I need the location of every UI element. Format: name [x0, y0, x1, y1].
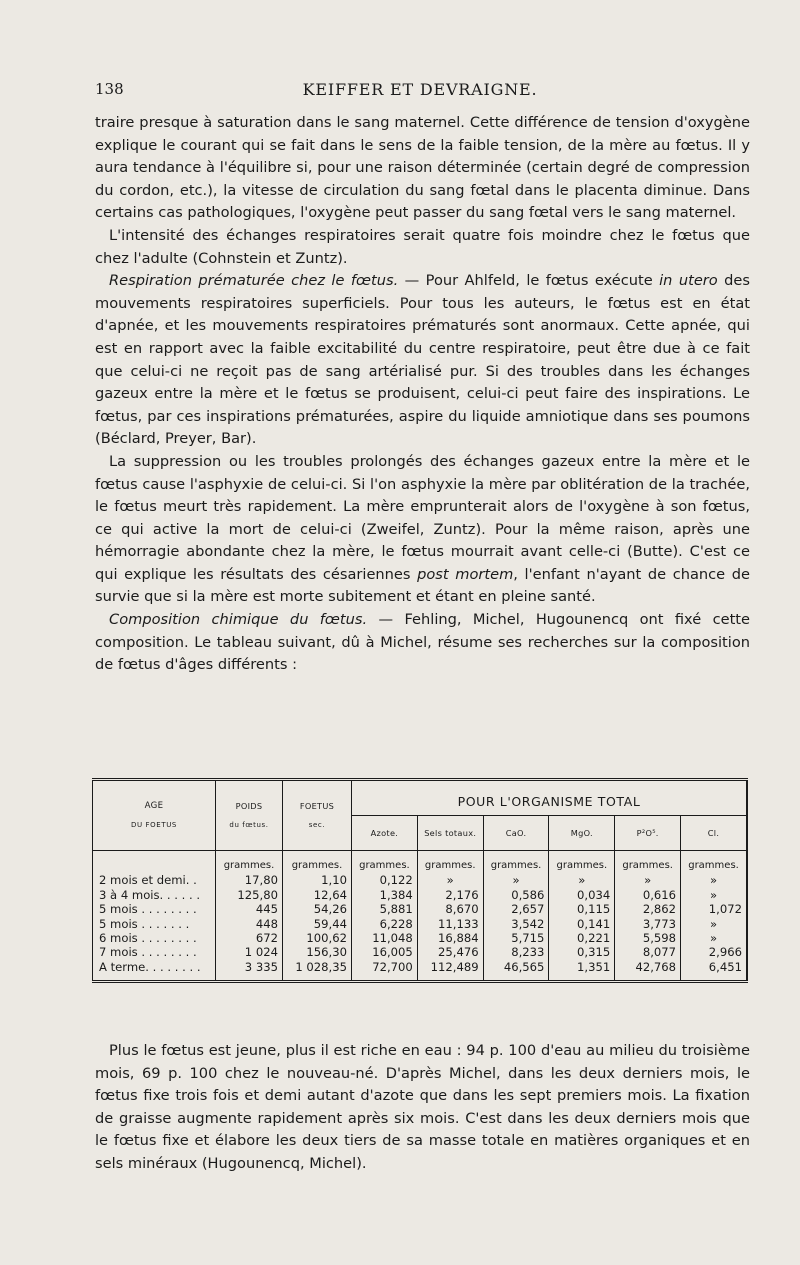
sub-header-azote: Azote. [352, 816, 418, 851]
table-cell: 16,005 [352, 945, 418, 959]
table-cell: 5,598 [615, 931, 681, 945]
unit-cell: grammes. [352, 851, 418, 874]
unit-cell [93, 851, 216, 874]
page-header [95, 80, 745, 104]
row-label: 6 mois . . . . . . . . [93, 931, 216, 945]
table-header-row [93, 780, 748, 816]
col-poids-sub: du fœtus. [229, 820, 269, 829]
table-cell: 0,122 [352, 873, 418, 887]
col-age-sub: DU FOETUS [131, 820, 177, 829]
table-cell: 2,176 [417, 888, 483, 902]
paragraph-1: traire presque à saturation dans le sang maternel. Cette différence de tension d'oxygène explique le courant qui se fait dans le sens de la faible tension, de la mère au fœtus. Il y aura tendance à l'équilibre si, pour une raison déterminée (certain degré de compression du cordon, etc.), la vitesse de circulation du sang fœtal dans le placenta diminue. Dans certains cas pathologiques, l'oxygène peut passer du sang fœtal vers le sang maternel. [95, 114, 750, 222]
unit-cell: grammes. [549, 851, 615, 874]
unit-cell: grammes. [681, 851, 747, 874]
table-cell: 0,141 [549, 917, 615, 931]
table-cell: 17,80 [216, 873, 283, 887]
table-cell: 0,315 [549, 945, 615, 959]
units-row [93, 851, 748, 874]
table-row [93, 917, 748, 931]
row-label: 3 à 4 mois. . . . . . [93, 888, 216, 902]
table-cell: 2,657 [483, 902, 549, 916]
table-cell: 2,966 [681, 945, 747, 959]
table-cell: 6,228 [352, 917, 418, 931]
col-poids-title: POIDS [235, 801, 263, 812]
table-cell: 1,072 [681, 902, 747, 916]
table-cell: 100,62 [283, 931, 352, 945]
table-cell: 448 [216, 917, 283, 931]
body-text-after [95, 1040, 750, 1176]
table-row [93, 888, 748, 902]
paragraph-3 [95, 270, 750, 451]
table-cell: 12,64 [283, 888, 352, 902]
row-label: 2 mois et demi. . [93, 873, 216, 887]
sub-header-p2o5: P²O⁵. [615, 816, 681, 851]
paragraph-4 [95, 451, 750, 609]
table-row [93, 960, 748, 982]
col-age-title: AGE [144, 801, 164, 812]
table-cell: 16,884 [417, 931, 483, 945]
table-cell: » [681, 917, 747, 931]
col-poids-header [216, 780, 283, 851]
sub-header-mgo: MgO. [549, 816, 615, 851]
sub-header-sels: Sels totaux. [417, 816, 483, 851]
paragraph-4-text: La suppression ou les troubles prolongés des échanges gazeux entre la mère et le fœtus cause l'asphyxie de celui-ci. Si l'on asphyxie la mère par oblitération de la trachée, le fœtus meurt très rapidement. La mère emprunterait alors de l'oxygène à son fœtus, ce qui active la mort de celui-ci (Zweifel, Zuntz). Pour la même raison, après une hémorragie abondante chez la mère, le fœtus mourrait avant celle-ci (Butte). C'est ce qui explique les résultats des césariennes [95, 452, 750, 583]
table-cell: » [681, 873, 747, 887]
row-label: 7 mois . . . . . . . . [93, 945, 216, 959]
table-row [93, 945, 748, 959]
table-cell: 1,384 [352, 888, 418, 902]
table-cell: » [417, 873, 483, 887]
table-cell: 1 024 [216, 945, 283, 959]
table-cell: 3 335 [216, 960, 283, 982]
paragraph-5 [95, 609, 750, 677]
col-foetus-title: FOETUS [299, 801, 335, 812]
table-cell: 125,80 [216, 888, 283, 902]
table-cell: 1,351 [549, 960, 615, 982]
sub-header-cao: CaO. [483, 816, 549, 851]
table-cell: 3,542 [483, 917, 549, 931]
table-body [93, 851, 748, 982]
table-cell: 8,670 [417, 902, 483, 916]
paragraph-4-tail: , l'enfant n'ayant de chance de survie que si la mère est morte subitement et étant en pleine santé. [95, 565, 751, 606]
unit-cell: grammes. [615, 851, 681, 874]
body-text [95, 112, 750, 677]
page-number: 138 [95, 80, 124, 98]
table-cell: » [615, 873, 681, 887]
table-row [93, 873, 748, 887]
paragraph-6: Plus le fœtus est jeune, plus il est riche en eau : 94 p. 100 d'eau au milieu du troisième mois, 69 p. 100 chez le nouveau-né. D'après Michel, dans les deux derniers mois, le fœtus fixe trois fois et demi autant d'azote que dans les sept premiers mois. La fixation de graisse augmente rapidement après six mois. C'est dans les deux derniers mois que le fœtus fixe et élabore les deux tiers de sa masse totale en matières organiques et en sels minéraux (Hugounencq, Michel). [95, 1042, 750, 1172]
table-cell: 1 028,35 [283, 960, 352, 982]
unit-cell: grammes. [483, 851, 549, 874]
table-cell: 0,221 [549, 931, 615, 945]
table-cell: 42,768 [615, 960, 681, 982]
row-label: 5 mois . . . . . . . [93, 917, 216, 931]
sub-header-cl: Cl. [681, 816, 747, 851]
table-cell: 0,115 [549, 902, 615, 916]
composition-table-wrap [92, 778, 748, 1024]
table-cell: 0,034 [549, 888, 615, 902]
paragraph-2: L'intensité des échanges respiratoires serait quatre fois moindre chez le fœtus que chez l'adulte (Cohnstein et Zuntz). [95, 226, 750, 267]
table-cell: 5,881 [352, 902, 418, 916]
paragraph-3-emphasis: in utero [659, 272, 718, 290]
table-cell: 11,133 [417, 917, 483, 931]
running-head: KEIFFER ET DEVRAIGNE. [302, 80, 538, 99]
table-cell: 3,773 [615, 917, 681, 931]
table-cell: 1,10 [283, 873, 352, 887]
section-lead-respiration: Respiration prématurée chez le fœtus. [109, 272, 399, 290]
table-cell: » [549, 873, 615, 887]
table-cell: 8,077 [615, 945, 681, 959]
col-foetus-sub: sec. [308, 820, 326, 829]
table-cell: 72,700 [352, 960, 418, 982]
col-foetus-header [283, 780, 352, 851]
table-cell: 25,476 [417, 945, 483, 959]
table-cell: 8,233 [483, 945, 549, 959]
table-cell: 54,26 [283, 902, 352, 916]
table-cell: 59,44 [283, 917, 352, 931]
row-label: 5 mois . . . . . . . . [93, 902, 216, 916]
table-cell: 0,586 [483, 888, 549, 902]
group-header: POUR L'ORGANISME TOTAL [352, 780, 748, 816]
unit-cell: grammes. [216, 851, 283, 874]
paragraph-3-text: — Pour Ahlfeld, le fœtus exécute [398, 272, 660, 290]
row-label: A terme. . . . . . . . [93, 960, 216, 982]
table-cell: 6,451 [681, 960, 747, 982]
table-cell: 112,489 [417, 960, 483, 982]
table-row [93, 931, 748, 945]
table-cell: 156,30 [283, 945, 352, 959]
unit-cell: grammes. [417, 851, 483, 874]
table-cell: 11,048 [352, 931, 418, 945]
table-cell: 672 [216, 931, 283, 945]
section-lead-composition: Composition chimique du fœtus. [109, 611, 368, 629]
col-age-header [93, 780, 216, 851]
table-cell: 2,862 [615, 902, 681, 916]
table-cell: » [681, 888, 747, 902]
paragraph-5-text: — Fehling, Michel, Hugounencq ont fixé cette composition. Le tableau suivant, dû à Michel, résume ses recherches sur la composition de fœtus d'âges différents : [95, 611, 750, 674]
paragraph-4-emphasis: post mortem [417, 565, 514, 583]
table-row [93, 902, 748, 916]
table-cell: 46,565 [483, 960, 549, 982]
table-cell: 5,715 [483, 931, 549, 945]
composition-table [92, 778, 748, 983]
table-cell: » [681, 931, 747, 945]
table-cell: » [483, 873, 549, 887]
table-cell: 0,616 [615, 888, 681, 902]
paragraph-3-tail: des mouvements respiratoires superficiels. Pour tous les auteurs, le fœtus est en état d'apnée, et les mouvements respiratoires prématurés sont anormaux. Cette apnée, qui est en rapport avec la faible excitabilité du centre respiratoire, peut être due à ce fait que celui-ci ne reçoit pas de sang artérialisé pur. Si des troubles dans les échanges gazeux entre la mère et le fœtus se produisent, celui-ci peut faire des inspirations. Le fœtus, par ces inspirations prématurées, aspire du liquide amniotique dans ses poumons (Béclard, Preyer, Bar). [95, 272, 750, 448]
unit-cell: grammes. [283, 851, 352, 874]
table-cell: 445 [216, 902, 283, 916]
